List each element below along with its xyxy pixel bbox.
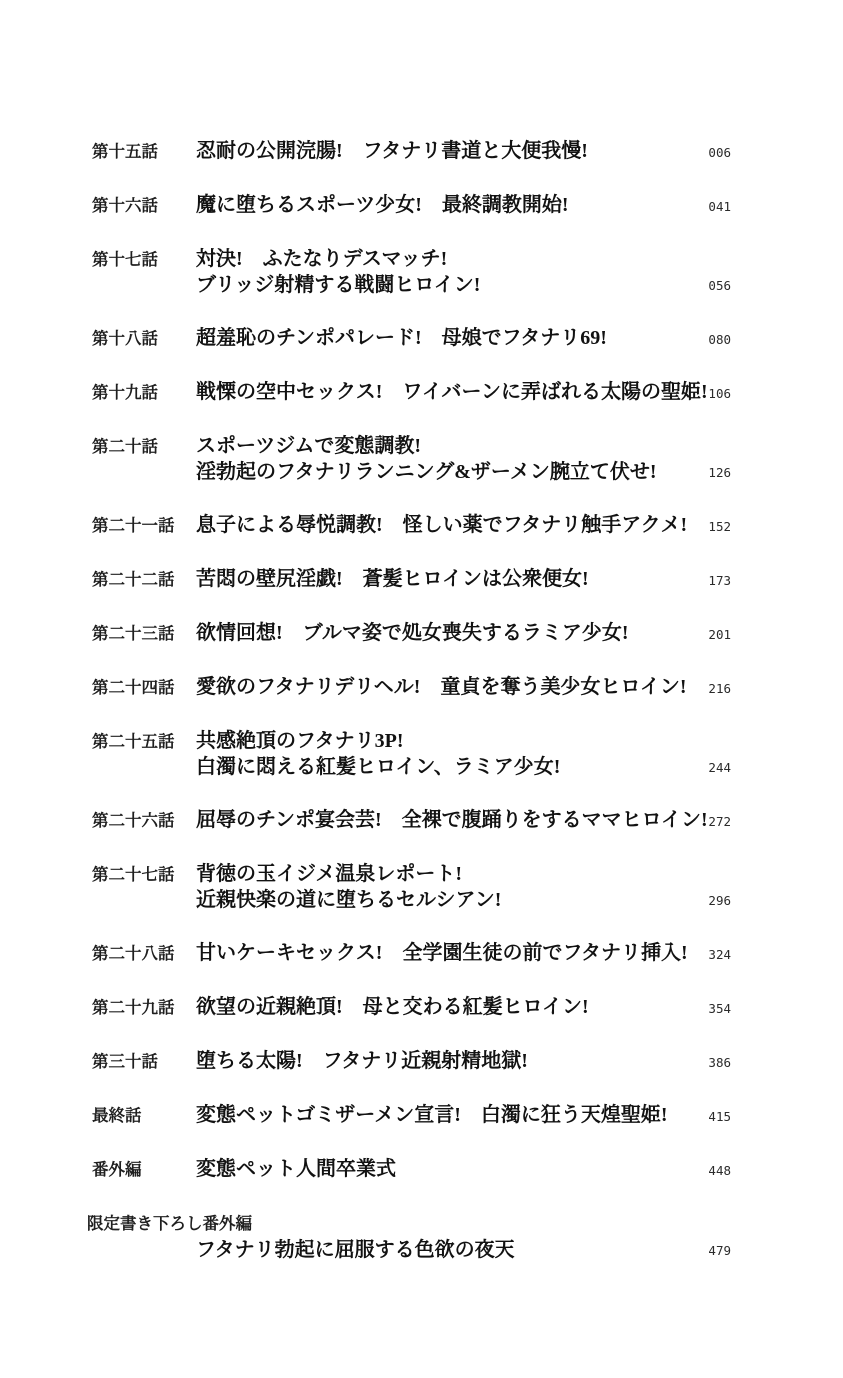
- chapter-title: [196, 807, 708, 834]
- chapter-title-line: 堕ちる太陽! フタナリ近親射精地獄!: [196, 1050, 528, 1072]
- chapter-title-line: 愛欲のフタナリデリヘル! 童貞を奪う美少女ヒロイン!: [196, 676, 687, 698]
- toc-row: [92, 1102, 731, 1129]
- toc-row: [92, 512, 731, 539]
- section-label: 限定書き下ろし番外編: [87, 1215, 252, 1233]
- chapter-title-line: 変態ペットゴミザーメン宣言! 白濁に狂う天煌聖姫!: [196, 1104, 668, 1126]
- chapter-title-line: 戦慄の空中セックス! ワイバーンに弄ばれる太陽の聖姫!: [196, 381, 708, 403]
- toc-row: [92, 379, 731, 406]
- page-number: 173: [708, 573, 731, 588]
- chapter-title: [196, 138, 687, 165]
- chapter-title-line: 忍耐の公開浣腸! フタナリ書道と大便我慢!: [196, 140, 588, 162]
- page-number: 106: [708, 386, 731, 401]
- toc-row: [92, 994, 731, 1021]
- chapter-title-line: 苦悶の壁尻淫戯! 蒼髪ヒロインは公衆便女!: [196, 568, 589, 590]
- page-number: 354: [708, 1001, 731, 1016]
- page-number: 296: [708, 893, 731, 908]
- page-number: 152: [708, 519, 731, 534]
- toc-row: [92, 940, 731, 967]
- chapter-title: [196, 1237, 687, 1263]
- chapter-title: [196, 566, 687, 593]
- chapter-label: 第十五話: [92, 143, 158, 161]
- chapter-label: 第二十話: [92, 438, 158, 456]
- chapter-title: [196, 620, 687, 647]
- chapter-title-line: 欲望の近親絶頂! 母と交わる紅髪ヒロイン!: [196, 996, 589, 1018]
- chapter-label: 第十九話: [92, 384, 158, 402]
- chapter-label: 第二十八話: [92, 945, 175, 963]
- chapter-title-line: 変態ペット人間卒業式: [196, 1158, 396, 1180]
- chapter-label: 番外編: [92, 1161, 142, 1179]
- chapter-label: 第二十二話: [92, 571, 175, 589]
- page-number: 479: [708, 1243, 731, 1258]
- chapter-label: 第二十七話: [92, 866, 175, 884]
- page-number: 386: [708, 1055, 731, 1070]
- chapter-title-line: 近親快楽の道に堕ちるセルシアン!: [196, 889, 502, 911]
- table-of-contents: [87, 138, 731, 1290]
- page-number: 216: [708, 681, 731, 696]
- page-number: 126: [708, 465, 731, 480]
- chapter-title-line: スポーツジムで変態調教!: [196, 435, 422, 457]
- chapter-label: 第十六話: [92, 197, 158, 215]
- toc-row: [92, 566, 731, 593]
- page-number: 056: [708, 278, 731, 293]
- chapter-title-line: 共感絶頂のフタナリ3P!: [196, 730, 404, 752]
- page-number: 448: [708, 1163, 731, 1178]
- page-number: 201: [708, 627, 731, 642]
- toc-row: [92, 1048, 731, 1075]
- page-number: 415: [708, 1109, 731, 1124]
- chapter-title-line: 屈辱のチンポ宴会芸! 全裸で腹踊りをするママヒロイン!: [196, 809, 708, 831]
- chapter-title-line: 白濁に悶える紅髪ヒロイン、ラミア少女!: [196, 756, 561, 778]
- chapter-title: [196, 674, 687, 701]
- chapter-title: [196, 433, 687, 485]
- chapter-title: [196, 512, 687, 539]
- chapter-title: [196, 728, 687, 780]
- toc-row: [92, 325, 731, 352]
- chapter-label: 第二十五話: [92, 733, 175, 751]
- chapter-title: [196, 1048, 687, 1075]
- chapter-label: 第二十一話: [92, 517, 175, 535]
- chapter-title-line: ブリッジ射精する戦闘ヒロイン!: [196, 274, 481, 296]
- chapter-label: 第二十三話: [92, 625, 175, 643]
- chapter-label: 最終話: [92, 1107, 142, 1125]
- chapter-label: 第三十話: [92, 1053, 158, 1071]
- page-number: 006: [708, 145, 731, 160]
- toc-row: [92, 138, 731, 165]
- chapter-title-line: 魔に堕ちるスポーツ少女! 最終調教開始!: [196, 194, 569, 216]
- page-number: 272: [708, 814, 731, 829]
- chapter-title: [196, 940, 687, 967]
- chapter-title-line: 対決! ふたなりデスマッチ!: [196, 248, 448, 270]
- chapter-title-line: 淫勃起のフタナリランニング&ザーメン腕立て伏せ!: [196, 461, 657, 483]
- chapter-title: [196, 246, 687, 298]
- toc-row: [92, 620, 731, 647]
- chapter-title: [196, 379, 708, 406]
- chapter-label: 第二十九話: [92, 999, 175, 1017]
- chapter-label: 第十七話: [92, 251, 158, 269]
- chapter-label: 第二十六話: [92, 812, 175, 830]
- chapter-title-line: 欲情回想! ブルマ姿で処女喪失するラミア少女!: [196, 622, 629, 644]
- chapter-title: [196, 325, 687, 352]
- toc-row: [92, 674, 731, 701]
- chapter-title: [196, 1156, 687, 1183]
- chapter-title-line: 甘いケーキセックス! 全学園生徒の前でフタナリ挿入!: [196, 942, 688, 964]
- chapter-label: 第十八話: [92, 330, 158, 348]
- toc-row: [92, 728, 731, 780]
- chapter-title-line: 超羞恥のチンポパレード! 母娘でフタナリ69!: [196, 327, 607, 349]
- chapter-title-line: フタナリ勃起に屈服する色欲の夜天: [196, 1239, 515, 1261]
- chapter-title: [196, 861, 687, 913]
- chapter-title-line: 息子による辱悦調教! 怪しい薬でフタナリ触手アクメ!: [196, 514, 688, 536]
- toc-row: [92, 861, 731, 913]
- toc-row: [92, 246, 731, 298]
- toc-row: [92, 192, 731, 219]
- page-number: 244: [708, 760, 731, 775]
- chapter-title: [196, 994, 687, 1021]
- toc-row: [92, 807, 731, 834]
- chapter-title: [196, 1102, 687, 1129]
- chapter-title-line: 背徳の玉イジメ温泉レポート!: [196, 863, 463, 885]
- chapter-label: 第二十四話: [92, 679, 175, 697]
- chapter-title: [196, 192, 687, 219]
- page-number: 041: [708, 199, 731, 214]
- toc-row: [92, 433, 731, 485]
- toc-row: [87, 1210, 731, 1263]
- page-number: 324: [708, 947, 731, 962]
- toc-row: [92, 1156, 731, 1183]
- page-number: 080: [708, 332, 731, 347]
